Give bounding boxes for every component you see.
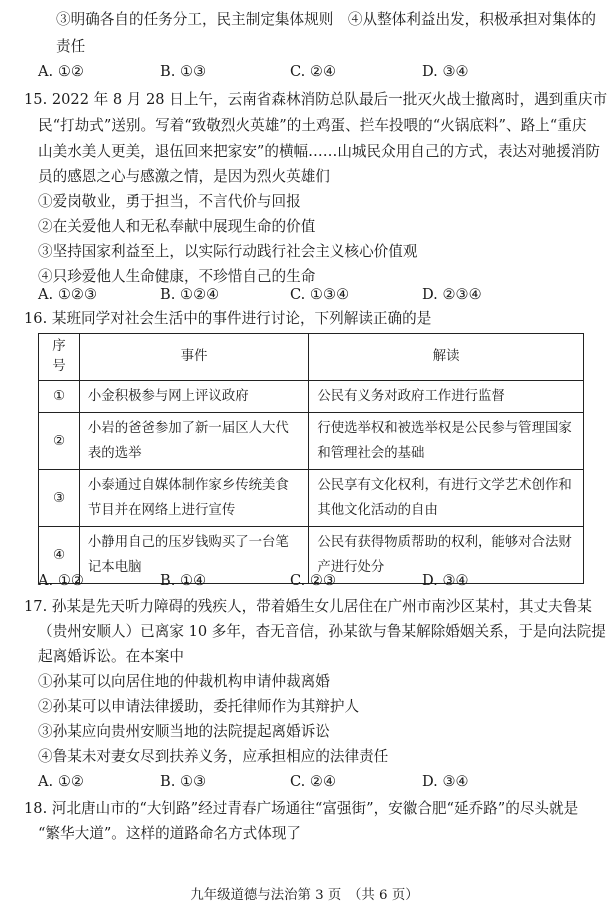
q15-options xyxy=(38,285,598,305)
row-interpretation: 行使选举权和被选举权是公民参与管理国家和管理社会的基础 xyxy=(309,413,584,470)
option-c: C. ②③ xyxy=(290,572,337,589)
option-a: A. ①② xyxy=(38,773,84,790)
q15-stem-line: 15. 2022 年 8 月 28 日上午，云南省森林消防总队最后一批灭火战士撤离时，遇到重庆市 xyxy=(24,91,608,108)
prev-question-choice-line: 责任 xyxy=(56,38,86,55)
q16-table xyxy=(38,333,584,584)
q15-stem-line: 员的感恩之心与感激之情，是因为烈火英雄们 xyxy=(38,168,330,185)
row-event: 小静用自己的压岁钱购买了一台笔记本电脑 xyxy=(79,527,308,584)
table-row xyxy=(39,470,584,527)
row-index: ③ xyxy=(39,470,80,527)
option-b: B. ①③ xyxy=(160,773,207,790)
table-row xyxy=(39,381,584,413)
option-d: D. ②③④ xyxy=(422,286,482,303)
q17-statement: ②孙某可以申请法律援助，委托律师作为其辩护人 xyxy=(38,698,360,715)
option-a: A. ①② xyxy=(38,63,84,80)
option-d: D. ③④ xyxy=(422,572,469,589)
prev-question-options xyxy=(38,62,598,82)
header-index: 序号 xyxy=(39,334,80,381)
option-b: B. ①④ xyxy=(160,572,207,589)
q17-statement: ④鲁某未对妻女尽到扶养义务，应承担相应的法律责任 xyxy=(38,748,389,765)
row-index: ① xyxy=(39,381,80,413)
q17-statement: ③孙某应向贵州安顺当地的法院提起离婚诉讼 xyxy=(38,723,330,740)
q17-stem-line: 起离婚诉讼。在本案中 xyxy=(38,648,184,665)
q16-stem: 16. 某班同学对社会生活中的事件进行讨论，下列解读正确的是 xyxy=(24,310,432,327)
table-header-row xyxy=(39,334,584,381)
q18-stem-line: “繁华大道”。这样的道路命名方式体现了 xyxy=(38,825,302,842)
option-d: D. ③④ xyxy=(422,63,469,80)
option-d: D. ③④ xyxy=(422,773,469,790)
option-a: A. ①② xyxy=(38,572,84,589)
q17-statement: ①孙某可以向居住地的仲裁机构申请仲裁离婚 xyxy=(38,673,330,690)
q15-statement: ③坚持国家利益至上，以实际行动践行社会主义核心价值观 xyxy=(38,243,418,260)
option-c: C. ②④ xyxy=(290,63,337,80)
q17-options xyxy=(38,772,598,792)
prev-question-choice-line: ③明确各自的任务分工，民主制定集体规则 ④从整体利益出发，积极承担对集体的 xyxy=(56,11,596,28)
row-index: ② xyxy=(39,413,80,470)
row-interpretation: 公民有义务对政府工作进行监督 xyxy=(309,381,584,413)
q17-stem-line: 17. 孙某是先天听力障碍的残疾人，带着婚生女儿居住在广州市南沙区某村，其丈夫鲁某 xyxy=(24,598,592,615)
page-footer: 九年级道德与法治第 3 页 （共 6 页） xyxy=(190,888,419,903)
q15-statement: ④只珍爱他人生命健康，不珍惜自己的生命 xyxy=(38,268,316,285)
option-c: C. ②④ xyxy=(290,773,337,790)
row-event: 小泰通过自媒体制作家乡传统美食节目并在网络上进行宣传 xyxy=(79,470,308,527)
q15-stem-line: 山美水美人更美，退伍回来把家安”的横幅……山城民众用自己的方式，表达对驰援消防 xyxy=(38,143,601,160)
q15-statement: ①爱岗敬业，勇于担当，不言代价与回报 xyxy=(38,193,301,210)
row-interpretation: 公民享有文化权利，有进行文学艺术创作和其他文化活动的自由 xyxy=(309,470,584,527)
option-c: C. ①③④ xyxy=(290,286,350,303)
q15-statement: ②在关爱他人和无私奉献中展现生命的价值 xyxy=(38,218,316,235)
header-interpretation: 解读 xyxy=(309,334,584,381)
option-a: A. ①②③ xyxy=(38,286,98,303)
q16-options xyxy=(38,571,598,591)
option-b: B. ①②④ xyxy=(160,286,220,303)
option-b: B. ①③ xyxy=(160,63,207,80)
q17-stem-line: （贵州安顺人）已离家 10 多年，杳无音信，孙某欲与鲁某解除婚姻关系，于是向法院提 xyxy=(38,623,606,640)
q15-stem-line: 民“打劫式”送别。写着“致敬烈火英雄”的土鸡蛋、拦车投喂的“火锅底料”、路上“重庆 xyxy=(38,117,587,134)
row-index: ④ xyxy=(39,527,80,584)
row-interpretation: 公民有获得物质帮助的权利，能够对合法财产进行处分 xyxy=(309,527,584,584)
q18-stem-line: 18. 河北唐山市的“大钊路”经过青春广场通往“富强街”，安徽合肥“延乔路”的尽头就是 xyxy=(24,800,579,817)
row-event: 小岩的爸爸参加了新一届区人大代表的选举 xyxy=(79,413,308,470)
header-event: 事件 xyxy=(79,334,308,381)
table-row xyxy=(39,413,584,470)
row-event: 小金积极参与网上评议政府 xyxy=(79,381,308,413)
